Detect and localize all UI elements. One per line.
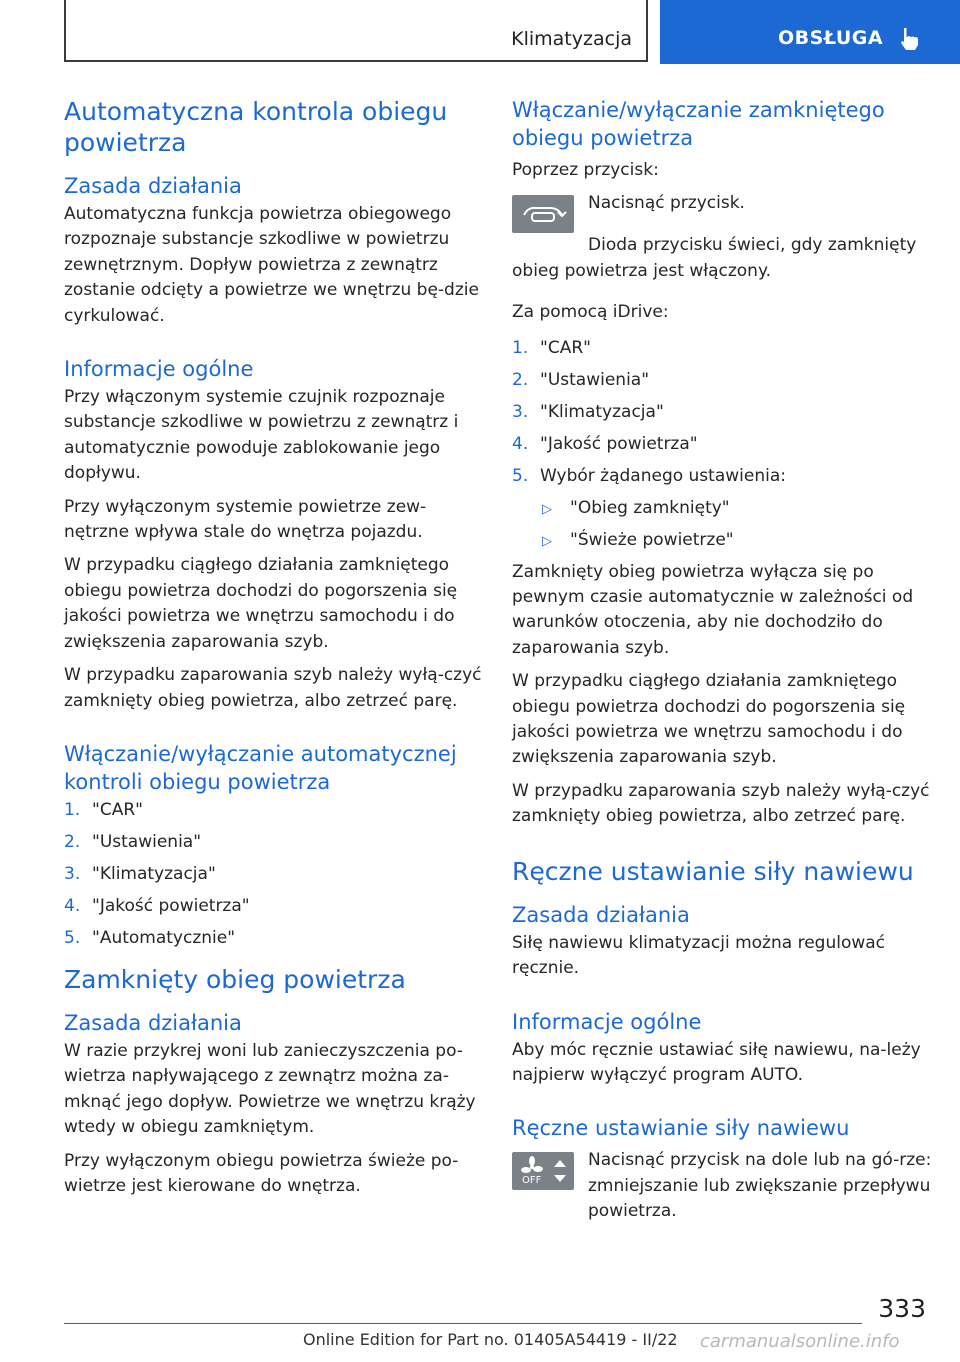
paragraph: W przypadku zaparowania szyb należy wyłą-czyć zamknięty obieg powietrza, albo zetrzeć parę. [512, 780, 930, 827]
subheading-general-info: Informacje ogólne [64, 357, 254, 382]
paragraph: Zamknięty obieg powietrza wyłącza się po pewnym czasie automatycznie w zależności od warunków otoczenia, aby nie dochodziło do zaparowania szyb. [512, 561, 914, 658]
triangle-marker-icon: ▷ [542, 533, 552, 549]
page-number: 333 [878, 1294, 926, 1323]
recirculation-icon [512, 195, 574, 233]
heading-closed-recirculation: Zamknięty obieg powietrza [64, 964, 406, 994]
paragraph: Przy włączonym systemie czujnik rozpoznaje substancje szkodliwe w powietrzu z zewnątrz i automatycznie powoduje zablokowanie jego dopływu. [64, 387, 459, 484]
list-item: 3. "Klimatyzacja" [64, 863, 216, 884]
list-item: 1. "CAR" [64, 799, 143, 820]
list-item: 4. "Jakość powietrza" [512, 433, 698, 454]
paragraph: W razie przykrej woni lub zanieczyszczenia po-wietrza napływającego z zewnątrz można za-mknąć jego dopływ. Powietrze we wnętrzu krąży wtedy w obiegu zamkniętym. [64, 1040, 476, 1138]
options-list [512, 496, 932, 552]
paragraph: Przy wyłączonym systemie powietrze zew-nętrzne wpływa stale do wnętrza pojazdu. [64, 496, 427, 543]
paragraph: Za pomocą iDrive: [512, 302, 669, 323]
subheading-manual-fan: Ręczne ustawianie siły nawiewu [512, 1116, 850, 1141]
paragraph: Nacisnąć przycisk na dole lub na gó-rze: zmniejszanie lub zwiększanie przepływu powietrza. [588, 1150, 932, 1222]
header-chapter-box [64, 0, 648, 62]
subheading-principle: Zasada działania [512, 902, 690, 927]
paragraph: W przypadku zaparowania szyb należy wyłą-czyć zamknięty obieg powietrza, albo zetrzeć parę. [64, 665, 482, 711]
chapter-title: Klimatyzacja [511, 28, 632, 50]
paragraph: Nacisnąć przycisk. [588, 193, 745, 214]
fan-instruction [512, 1148, 932, 1232]
steps-list [64, 798, 482, 950]
heading-manual-fan: Ręczne ustawianie siły nawiewu [512, 856, 914, 886]
fan-off-icon [512, 1152, 574, 1190]
subheading-principle: Zasada działania [64, 1010, 242, 1035]
list-item: 2. "Ustawienia" [64, 831, 202, 852]
list-item: 1. "CAR" [512, 337, 591, 358]
steps-list [512, 336, 932, 488]
right-column [512, 96, 932, 1233]
footer-divider [64, 1323, 862, 1324]
list-item: ▷ "Obieg zamknięty" [512, 496, 932, 520]
hand-pointer-icon [896, 26, 922, 52]
list-item: 5. Wybór żądanego ustawienia: [512, 465, 786, 486]
paragraph: Automatyczna funkcja powietrza obiegowego rozpoznaje substancje szkodliwe w powietrzu zewnętrznym. Dopływ powietrza z zewnątrz zostanie odcięty a powietrze we wnętrzu bę-dzie cyrkulować. [64, 204, 479, 326]
heading-auto-recirculation: Automatyczna kontrola obiegu powietrza [64, 97, 448, 157]
triangle-marker-icon: ▷ [542, 501, 552, 517]
subheading-toggle-auto: Włączanie/wyłączanie automatycznej kontroli obiegu powietrza [64, 741, 457, 794]
paragraph: Aby móc ręcznie ustawiać siłę nawiewu, na-leży najpierw wyłączyć program AUTO. [512, 1039, 921, 1085]
fan-off-label: OFF [522, 1175, 542, 1187]
header-section-tab [660, 0, 960, 64]
list-item: 5. "Automatycznie" [64, 927, 236, 948]
list-item: 3. "Klimatyzacja" [512, 401, 664, 422]
watermark: carmanualsonline.info [700, 1331, 900, 1352]
list-item: 4. "Jakość powietrza" [64, 895, 250, 916]
paragraph: Przy wyłączonym obiegu powietrza świeże po-wietrze jest kierowane do wnętrza. [64, 1150, 459, 1196]
left-column [64, 96, 482, 1207]
paragraph: Siłę nawiewu klimatyzacji można regulować ręcznie. [512, 932, 886, 979]
list-item: ▷ "Świeże powietrze" [512, 528, 932, 552]
list-item: 2. "Ustawienia" [512, 369, 650, 390]
paragraph: Dioda przycisku świeci, gdy zamknięty obieg powietrza jest włączony. [512, 235, 917, 281]
section-title: OBSŁUGA [778, 27, 884, 49]
paragraph: W przypadku ciągłego działania zamkniętego obiegu powietrza dochodzi do pogorszenia się jakości powietrza we wnętrzu samochodu i do zwiększenia zaparowania szyb. [64, 555, 458, 652]
subheading-general-info: Informacje ogólne [512, 1009, 702, 1034]
edition-note: Online Edition for Part no. 01405A54419 - II/22 [303, 1330, 678, 1349]
button-instruction [512, 191, 932, 233]
subheading-principle: Zasada działania [64, 174, 242, 198]
paragraph: W przypadku ciągłego działania zamkniętego obiegu powietrza dochodzi do pogorszenia się jakości powietrza we wnętrzu samochodu i do zwiększenia zaparowania szyb. [512, 671, 906, 768]
paragraph: Poprzez przycisk: [512, 160, 659, 180]
subheading-toggle-closed: Włączanie/wyłączanie zamkniętego obiegu powietrza [512, 98, 885, 150]
